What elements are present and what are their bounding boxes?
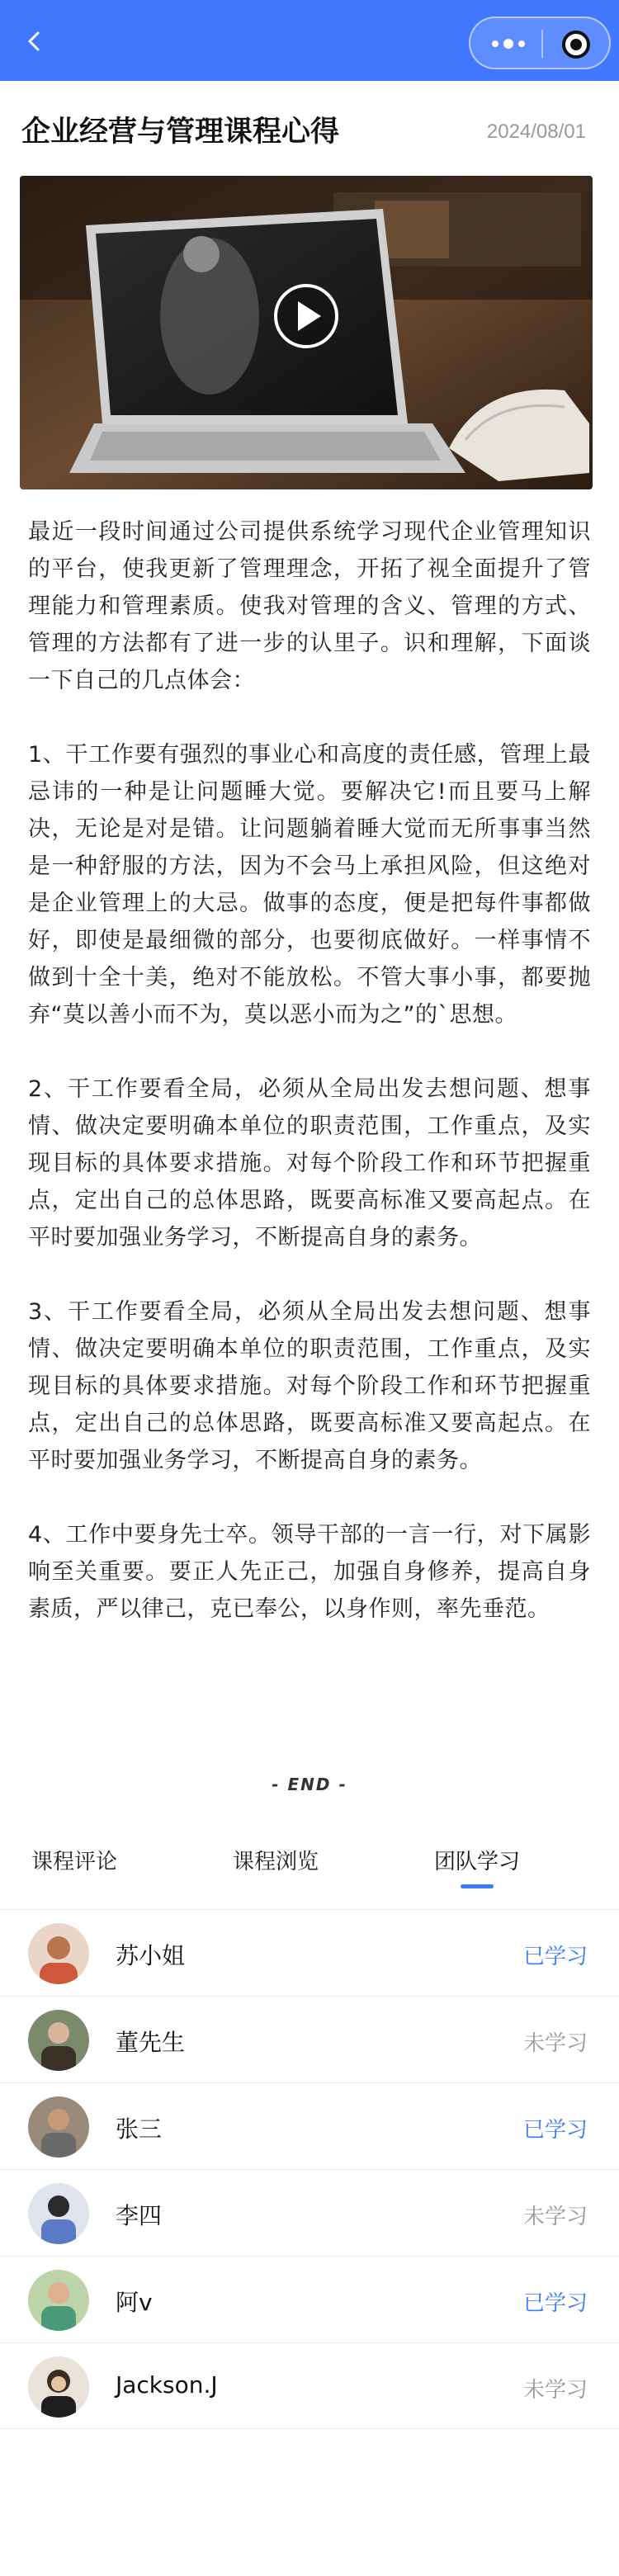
end-marker: - END - (272, 1775, 347, 1794)
member-name: 张三 (116, 2115, 163, 2143)
more-dots-icon[interactable] (489, 34, 528, 54)
list-item[interactable] (0, 2256, 619, 2342)
study-status: 已学习 (522, 2291, 588, 2316)
avatar (28, 2010, 89, 2071)
study-status: 未学习 (522, 2031, 588, 2056)
tab-course-comments[interactable]: 课程评论 (31, 1850, 118, 1874)
publish-date: 2024/08/01 (486, 121, 586, 143)
tab-course-views[interactable]: 课程浏览 (233, 1850, 319, 1874)
article-paragraph: 最近一段时间通过公司提供系统学习现代企业管理知识的平台，使我更新了管理理念，开拓了视全面提升了管理能力和管理素质。使我对管理的含义、管理的方式、管理的方法都有了进一步的认里子。识和理解，下面谈一下自己的几点体会： (28, 519, 591, 693)
chevron-left-icon[interactable] (23, 30, 46, 53)
member-name: 李四 (116, 2202, 163, 2229)
team-member-list (0, 1909, 619, 2429)
tab-bar (0, 1836, 619, 1898)
tab-team-study[interactable]: 团队学习 (434, 1850, 521, 1874)
article-body (28, 513, 591, 1665)
list-item[interactable] (0, 1909, 619, 1996)
avatar (28, 2356, 89, 2418)
avatar (28, 2270, 89, 2331)
target-circle-icon[interactable] (560, 28, 593, 61)
list-item[interactable] (0, 2342, 619, 2429)
member-name: 阿v (116, 2289, 153, 2316)
article-paragraph: 1、干工作要有强烈的事业心和高度的责任感，管理上最忌讳的一种是让问题睡大觉。要解决它!而且要马上解决，无论是对是错。让问题躺着睡大觉而无所事事当然是一种舒服的方法，因为不会马上承担风险，但这绝对是企业管理上的大忌。做事的态度，便是把每件事都做好，即使是最细微的部分，也要彻底做好。一样事情不做到十全十美，绝对不能放松。不管大事小事，都要抛弃“莫以善小而不为，莫以恶小而为之”的`思想。 (28, 742, 591, 1028)
avatar (28, 2096, 89, 2158)
list-item[interactable] (0, 2169, 619, 2256)
capsule-divider (541, 30, 543, 58)
study-status: 已学习 (522, 1945, 588, 1969)
study-status: 已学习 (522, 2118, 588, 2143)
navbar (0, 0, 619, 81)
avatar (28, 2183, 89, 2244)
avatar (28, 1923, 89, 1984)
mini-program-capsule (469, 17, 611, 69)
article-paragraph: 4、工作中要身先士卒。领导干部的一言一行，对下属影响至关重要。要正人先正己，加强自身修养，提高自身素质，严以律己，克已奉公，以身作则，率先垂范。 (28, 1522, 591, 1622)
member-name: Jackson.J (116, 2371, 218, 2399)
article-paragraph: 2、干工作要看全局，必须从全局出发去想问题、想事情、做决定要明确本单位的职责范围，工作重点，及实现目标的具体要求措施。对每个阶段工作和环节把握重点，定出自己的总体思路，既要高标准又要高起点。在平时要加强业务学习，不断提高自身的素务。 (28, 1076, 591, 1250)
list-item[interactable] (0, 1996, 619, 2082)
list-item[interactable] (0, 2082, 619, 2169)
active-tab-indicator (461, 1884, 494, 1888)
member-name: 董先生 (116, 2029, 186, 2056)
study-status: 未学习 (522, 2205, 588, 2229)
article-paragraph: 3、干工作要看全局，必须从全局出发去想问题、想事情、做决定要明确本单位的职责范围，工作重点，及实现目标的具体要求措施。对每个阶段工作和环节把握重点，定出自己的总体思路，既要高标准又要高起点。在平时要加强业务学习，不断提高自身的素务。 (28, 1299, 591, 1473)
study-status: 未学习 (522, 2378, 588, 2403)
cover-video[interactable] (20, 176, 593, 489)
member-name: 苏小姐 (116, 1942, 186, 1969)
page-title: 企业经营与管理课程心得 (21, 116, 340, 149)
